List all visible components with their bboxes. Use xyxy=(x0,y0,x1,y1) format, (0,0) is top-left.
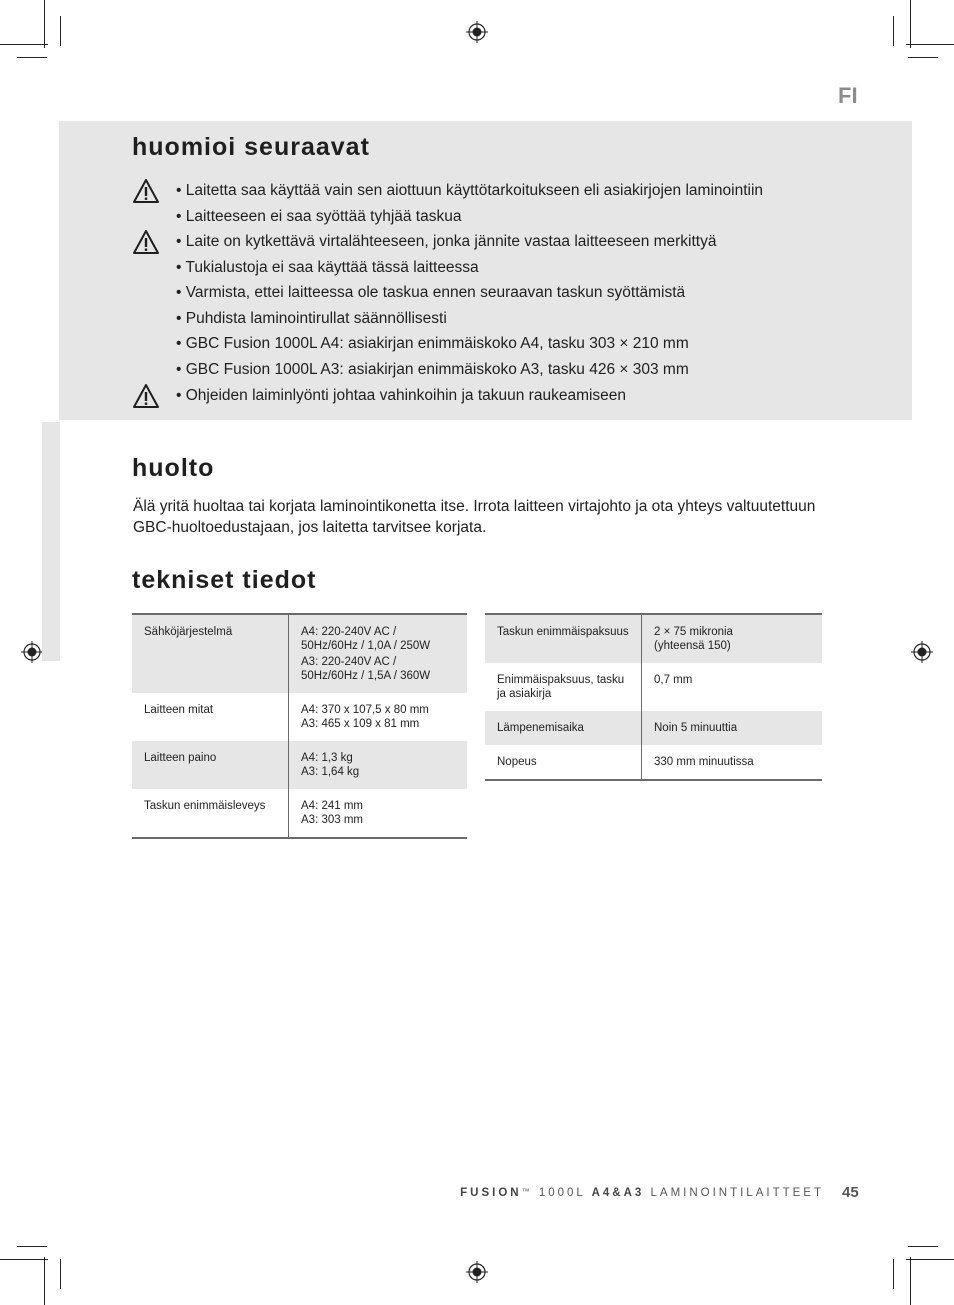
table-row xyxy=(485,614,822,663)
crop-mark xyxy=(910,0,911,48)
crop-mark xyxy=(893,16,894,46)
crop-mark xyxy=(893,1259,894,1289)
spec-value xyxy=(642,745,823,780)
table-row xyxy=(132,693,467,741)
table-row xyxy=(132,614,467,693)
spec-label: Taskun enimmäispaksuus xyxy=(485,614,642,663)
specs-title: tekniset tiedot xyxy=(132,566,317,594)
spec-label: Laitteen mitat xyxy=(132,693,289,741)
crop-mark xyxy=(44,1257,45,1305)
notice-title: huomioi seuraavat xyxy=(132,133,370,161)
spec-table-right xyxy=(485,613,822,781)
language-tag: FI xyxy=(838,83,858,108)
warning-icon xyxy=(132,383,160,409)
service-title: huolto xyxy=(132,454,215,482)
crop-mark xyxy=(906,1259,954,1260)
crop-mark xyxy=(17,1246,47,1247)
service-text: Älä yritä huoltaa tai korjata laminointikonetta itse. Irrota laitteen virtajohto ja ota yhteys valtuutettuun GBC-huoltoedustajaan, jos laitetta tarvitsee korjata. xyxy=(133,498,816,536)
notice-item: • Laitteeseen ei saa syöttää tyhjää taskua xyxy=(176,208,462,225)
spec-label: Enimmäispaksuus, tasku ja asiakirja xyxy=(485,663,642,711)
spec-value xyxy=(289,741,468,789)
registration-mark-icon xyxy=(466,1261,488,1283)
notice-item: • GBC Fusion 1000L A4: asiakirjan enimmäiskoko A4, tasku 303 × 210 mm xyxy=(176,335,689,352)
spec-value-line: A3: 220-240V AC / xyxy=(301,656,397,668)
crop-mark xyxy=(0,44,48,45)
spec-label: Nopeus xyxy=(485,745,642,780)
spec-value-line: 2 × 75 mikronia xyxy=(654,626,733,638)
notice-item: • Tukialustoja ei saa käyttää tässä laitteessa xyxy=(176,259,479,276)
spec-value-line: A4: 1,3 kg xyxy=(301,752,353,764)
crop-mark xyxy=(60,16,61,46)
footer-brand: FUSION xyxy=(460,1187,522,1199)
spec-label: Laitteen paino xyxy=(132,741,289,789)
page-number: 45 xyxy=(842,1184,859,1201)
spec-value-line: A3: 303 mm xyxy=(301,814,363,826)
notice-item: • GBC Fusion 1000L A3: asiakirjan enimmäiskoko A3, tasku 426 × 303 mm xyxy=(176,361,689,378)
crop-mark xyxy=(908,57,938,58)
spec-value-line: Noin 5 minuuttia xyxy=(654,722,738,734)
spec-value xyxy=(642,614,823,663)
table-row xyxy=(485,663,822,711)
spec-value-line: 50Hz/60Hz / 1,0A / 250W xyxy=(301,640,431,652)
table-row xyxy=(485,711,822,745)
side-tab-bar xyxy=(42,422,60,661)
notice-item: • Laitetta saa käyttää vain sen aiottuun käyttötarkoitukseen eli asiakirjojen laminointiin xyxy=(176,182,764,199)
spec-value-line: 330 mm minuutissa xyxy=(654,756,754,768)
spec-value-line: A4: 220-240V AC / xyxy=(301,626,397,638)
spec-label: Taskun enimmäisleveys xyxy=(132,789,289,838)
registration-mark-icon xyxy=(911,641,933,663)
notice-item: • Varmista, ettei laitteessa ole taskua ennen seuraavan taskun syöttämistä xyxy=(176,284,686,301)
spec-value xyxy=(642,711,823,745)
spec-value xyxy=(642,663,823,711)
spec-label: Sähköjärjestelmä xyxy=(132,614,289,693)
table-row xyxy=(132,741,467,789)
spec-value-line: A4: 241 mm xyxy=(301,800,363,812)
crop-mark xyxy=(910,1257,911,1305)
crop-mark xyxy=(17,57,47,58)
notice-panel xyxy=(59,121,912,420)
crop-mark xyxy=(44,0,45,48)
crop-mark xyxy=(906,44,954,45)
crop-mark xyxy=(60,1259,61,1289)
registration-mark-icon xyxy=(466,21,488,43)
spec-value-line: A3: 1,64 kg xyxy=(301,766,360,778)
spec-value xyxy=(289,614,468,693)
crop-mark xyxy=(908,1246,938,1247)
footer-trademark: ™ xyxy=(521,1187,533,1196)
spec-table-left xyxy=(132,613,467,839)
crop-mark xyxy=(0,1259,48,1260)
table-row xyxy=(132,789,467,838)
spec-value-line: A4: 370 x 107,5 x 80 mm xyxy=(301,704,429,716)
table-row xyxy=(485,745,822,780)
spec-value-line: 0,7 mm xyxy=(654,674,693,686)
notice-item: • Laite on kytkettävä virtalähteeseen, jonka jännite vastaa laitteeseen merkittyä xyxy=(176,233,717,250)
spec-value-line: 50Hz/60Hz / 1,5A / 360W xyxy=(301,670,431,682)
registration-mark-icon xyxy=(21,641,43,663)
warning-icon xyxy=(132,178,160,204)
spec-value-line: A3: 465 x 109 x 81 mm xyxy=(301,718,420,730)
notice-item: • Ohjeiden laiminlyönti johtaa vahinkoihin ja takuun raukeamiseen xyxy=(176,387,627,404)
spec-value-line: (yhteensä 150) xyxy=(654,640,731,652)
warning-icon xyxy=(132,229,160,255)
spec-label: Lämpenemisaika xyxy=(485,711,642,745)
footer-model: 1000L xyxy=(538,1187,586,1199)
footer-sizes: A4&A3 xyxy=(591,1187,645,1199)
footer-product-line xyxy=(460,1187,824,1199)
spec-value xyxy=(289,693,468,741)
notice-item: • Puhdista laminointirullat säännöllisesti xyxy=(176,310,447,327)
spec-value xyxy=(289,789,468,838)
footer-product: LAMINOINTILAITTEET xyxy=(650,1187,824,1199)
